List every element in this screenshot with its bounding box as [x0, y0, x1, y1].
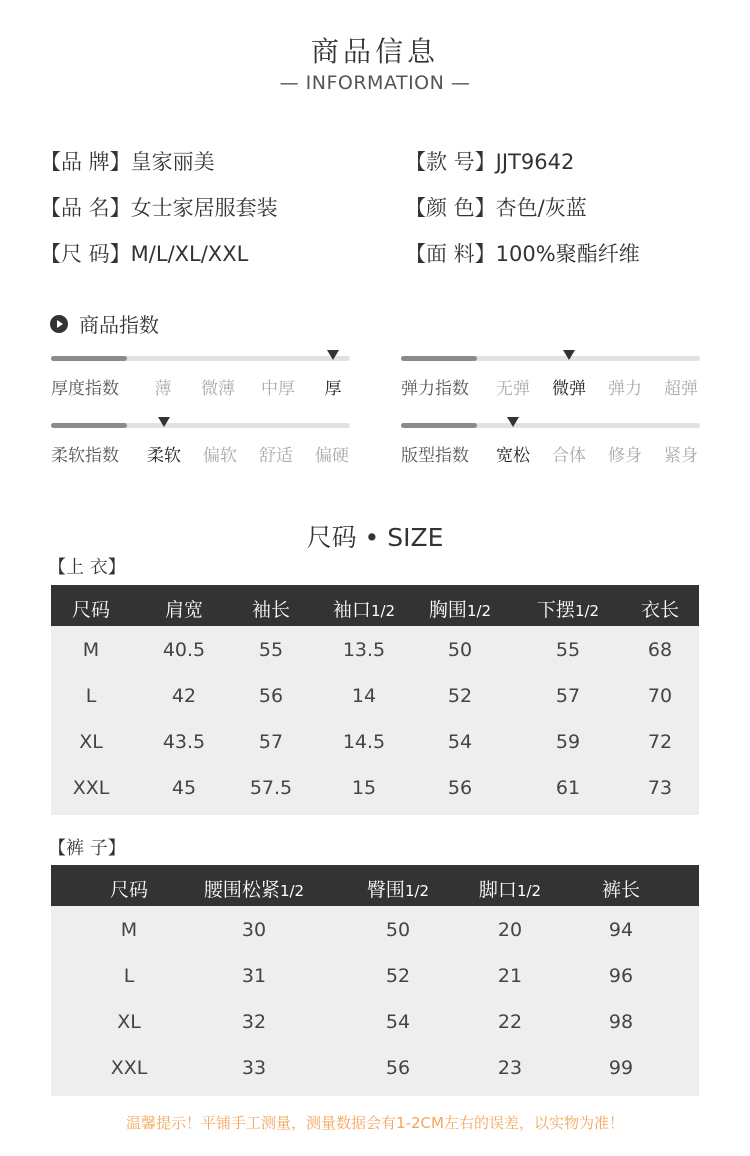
info-name: 【品 名】女士家居服套装	[40, 196, 278, 220]
table-cell: 20	[497, 919, 523, 941]
table-cell: 23	[497, 1057, 523, 1079]
table-cell: 99	[608, 1057, 634, 1079]
index-option: 偏硬	[315, 446, 349, 466]
table-cell: 50	[385, 919, 411, 941]
index-heading	[50, 309, 159, 338]
table-header-cell: 下摆1/2	[536, 599, 600, 621]
play-icon	[50, 315, 68, 333]
index-name: 版型指数	[401, 446, 469, 466]
table-cell: 52	[385, 965, 411, 987]
table-cell: 94	[608, 919, 634, 941]
table-header-cell: 袖长	[251, 599, 291, 621]
table-cell: 72	[647, 731, 673, 753]
table-cell: 32	[241, 1011, 267, 1033]
index-option: 紧身	[664, 446, 698, 466]
table-cell: XL	[79, 731, 103, 753]
info-model: 【款 号】JJT9642	[405, 150, 575, 174]
table-cell: 68	[647, 639, 673, 661]
table-cell: 52	[447, 685, 473, 707]
table-body	[51, 906, 699, 1096]
table-cell: 54	[447, 731, 473, 753]
table-cell: 15	[351, 777, 377, 799]
page-title: 商品信息	[310, 35, 439, 68]
index-bar-fill	[51, 356, 127, 361]
table-body	[51, 626, 699, 815]
page-subtitle: — INFORMATION —	[279, 72, 471, 94]
table-cell: XXL	[110, 1057, 148, 1079]
table-header	[51, 585, 699, 626]
table-header-cell: 衣长	[640, 599, 680, 621]
table-cell: 22	[497, 1011, 523, 1033]
index-option: 舒适	[259, 446, 293, 466]
table-cell: 55	[258, 639, 284, 661]
size-title: 尺码 • SIZE	[306, 523, 444, 552]
table-cell: 45	[171, 777, 197, 799]
table-header-cell: 胸围1/2	[428, 599, 492, 621]
table-cell: 98	[608, 1011, 634, 1033]
index-name: 弹力指数	[401, 379, 469, 399]
index-option: 薄	[154, 379, 172, 399]
bottom-size-table	[51, 865, 699, 1096]
index-option: 修身	[608, 446, 642, 466]
table-cell: 61	[555, 777, 581, 799]
table-header-cell: 脚口1/2	[478, 879, 542, 901]
table-cell: L	[85, 685, 97, 707]
table-cell: 56	[447, 777, 473, 799]
measurement-tip: 温馨提示！平铺手工测量，测量数据会有1-2CM左右的误差，以实物为准！	[126, 1114, 624, 1132]
index-option: 微弹	[552, 379, 586, 399]
table-cell: 40.5	[162, 639, 206, 661]
index-option: 微薄	[201, 379, 235, 399]
index-option: 弹力	[608, 379, 642, 399]
index-option: 偏软	[203, 446, 237, 466]
table-cell: 54	[385, 1011, 411, 1033]
index-title: 商品指数	[79, 313, 159, 337]
index-option: 无弹	[496, 379, 530, 399]
index-bar-fill	[401, 423, 477, 428]
info-brand: 【品 牌】皇家丽美	[40, 150, 215, 174]
bottom-label: 【裤 子】	[48, 838, 126, 859]
table-cell: 43.5	[162, 731, 206, 753]
index-name: 厚度指数	[51, 379, 119, 399]
table-cell: XXL	[72, 777, 110, 799]
index-option: 宽松	[496, 446, 530, 466]
table-header-cell: 裤长	[601, 879, 641, 901]
index-option: 合体	[552, 446, 586, 466]
table-cell: 14	[351, 685, 377, 707]
table-cell: 70	[647, 685, 673, 707]
table-cell: 50	[447, 639, 473, 661]
index-option: 柔软	[147, 446, 181, 466]
table-cell: M	[82, 639, 100, 661]
table-header-cell: 尺码	[71, 599, 111, 621]
table-header-cell: 肩宽	[164, 599, 204, 621]
table-header-cell: 尺码	[109, 879, 149, 901]
index-bar	[401, 423, 700, 428]
table-cell: 56	[258, 685, 284, 707]
table-cell: 55	[555, 639, 581, 661]
index-bar	[51, 423, 350, 428]
table-header-cell: 腰围松紧1/2	[203, 879, 305, 901]
table-cell: 59	[555, 731, 581, 753]
index-option: 中厚	[261, 379, 295, 399]
index-bar	[401, 356, 700, 361]
info-fabric: 【面 料】100%聚酯纤维	[405, 242, 640, 266]
index-bar	[51, 356, 350, 361]
table-cell: 31	[241, 965, 267, 987]
table-cell: 13.5	[342, 639, 386, 661]
index-name: 柔软指数	[51, 446, 119, 466]
table-cell: 14.5	[342, 731, 386, 753]
table-cell: 57	[258, 731, 284, 753]
index-bar-fill	[51, 423, 127, 428]
table-cell: 57.5	[249, 777, 293, 799]
table-header-cell: 袖口1/2	[332, 599, 396, 621]
index-marker-icon	[158, 417, 170, 427]
info-size: 【尺 码】M/L/XL/XXL	[40, 242, 249, 266]
index-marker-icon	[563, 350, 575, 360]
table-header-cell: 臀围1/2	[366, 879, 430, 901]
table-cell: XL	[117, 1011, 141, 1033]
table-cell: 42	[171, 685, 197, 707]
table-cell: M	[120, 919, 138, 941]
table-cell: L	[123, 965, 135, 987]
table-cell: 56	[385, 1057, 411, 1079]
top-label: 【上 衣】	[48, 557, 126, 578]
info-color: 【颜 色】杏色/灰蓝	[405, 196, 587, 220]
index-marker-icon	[507, 417, 519, 427]
index-bar-fill	[401, 356, 477, 361]
table-header	[51, 865, 699, 906]
index-option: 厚	[324, 379, 342, 399]
index-marker-icon	[327, 350, 339, 360]
top-size-table	[51, 585, 699, 815]
index-option: 超弹	[664, 379, 698, 399]
table-cell: 30	[241, 919, 267, 941]
table-cell: 96	[608, 965, 634, 987]
table-cell: 33	[241, 1057, 267, 1079]
table-cell: 21	[497, 965, 523, 987]
table-cell: 73	[647, 777, 673, 799]
table-cell: 57	[555, 685, 581, 707]
